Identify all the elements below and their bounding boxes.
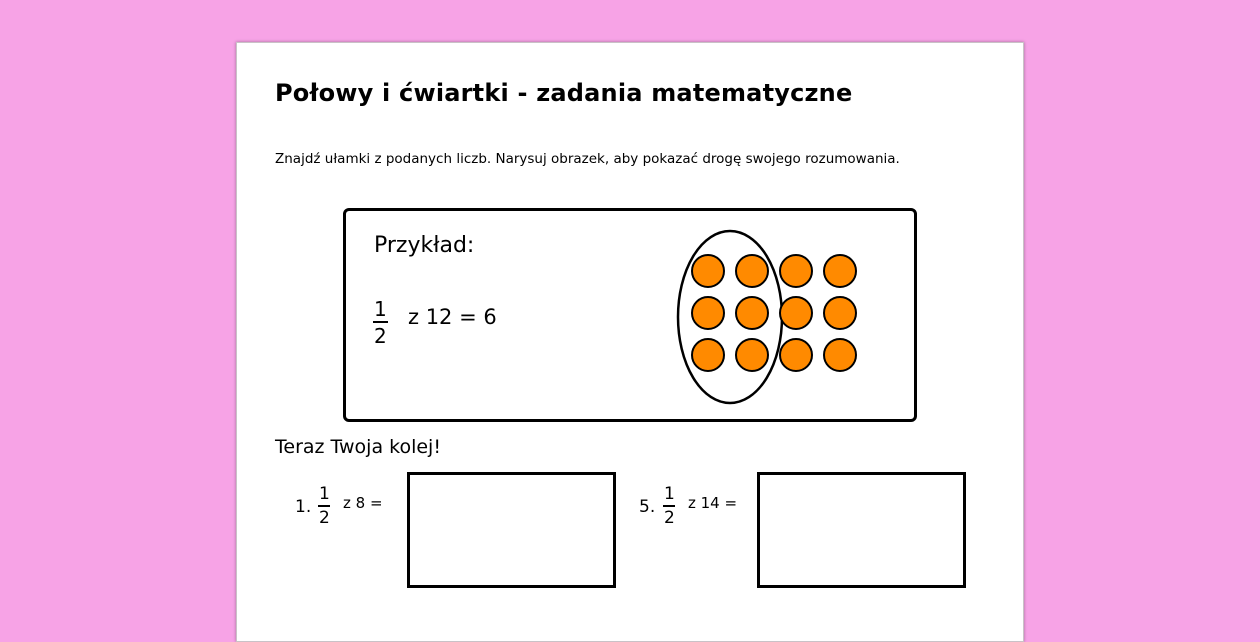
task-1-text: z 8 = — [343, 494, 383, 512]
instruction-text: Znajdź ułamki z podanych liczb. Narysuj obrazek, aby pokazać drogę swojego rozumowania. — [275, 151, 900, 167]
counter-dot — [780, 297, 812, 329]
your-turn-heading: Teraz Twoja kolej! — [275, 436, 441, 458]
worksheet-page — [236, 42, 1024, 642]
counter-dot — [780, 339, 812, 371]
counter-dot — [824, 297, 856, 329]
example-label: Przykład: — [374, 233, 475, 258]
example-fraction — [372, 299, 389, 346]
example-box — [343, 208, 917, 422]
task-5-text: z 14 = — [688, 494, 738, 512]
task-1-answer-box[interactable] — [407, 472, 616, 588]
example-equation: z 12 = 6 — [408, 305, 497, 329]
counter-dot — [736, 255, 768, 287]
fraction-denominator: 2 — [664, 508, 675, 528]
task-5-answer-box[interactable] — [757, 472, 966, 588]
counters-illustration — [676, 225, 876, 405]
page-title: Połowy i ćwiartki - zadania matematyczne — [275, 79, 853, 107]
counter-dot — [824, 255, 856, 287]
counter-dot — [736, 297, 768, 329]
task-number-5: 5. — [639, 497, 656, 517]
counter-dot — [692, 297, 724, 329]
fraction-numerator: 1 — [664, 484, 675, 504]
fraction-denominator: 2 — [319, 508, 330, 528]
counter-dot — [780, 255, 812, 287]
task-1-fraction — [317, 486, 332, 527]
task-5-fraction — [662, 486, 677, 527]
counter-dot — [692, 255, 724, 287]
fraction-numerator: 1 — [319, 484, 330, 504]
counter-dot — [824, 339, 856, 371]
task-number-1: 1. — [295, 497, 312, 517]
counter-dot — [736, 339, 768, 371]
fraction-numerator: 1 — [374, 297, 387, 321]
fraction-denominator: 2 — [374, 324, 387, 348]
counter-dot — [692, 339, 724, 371]
